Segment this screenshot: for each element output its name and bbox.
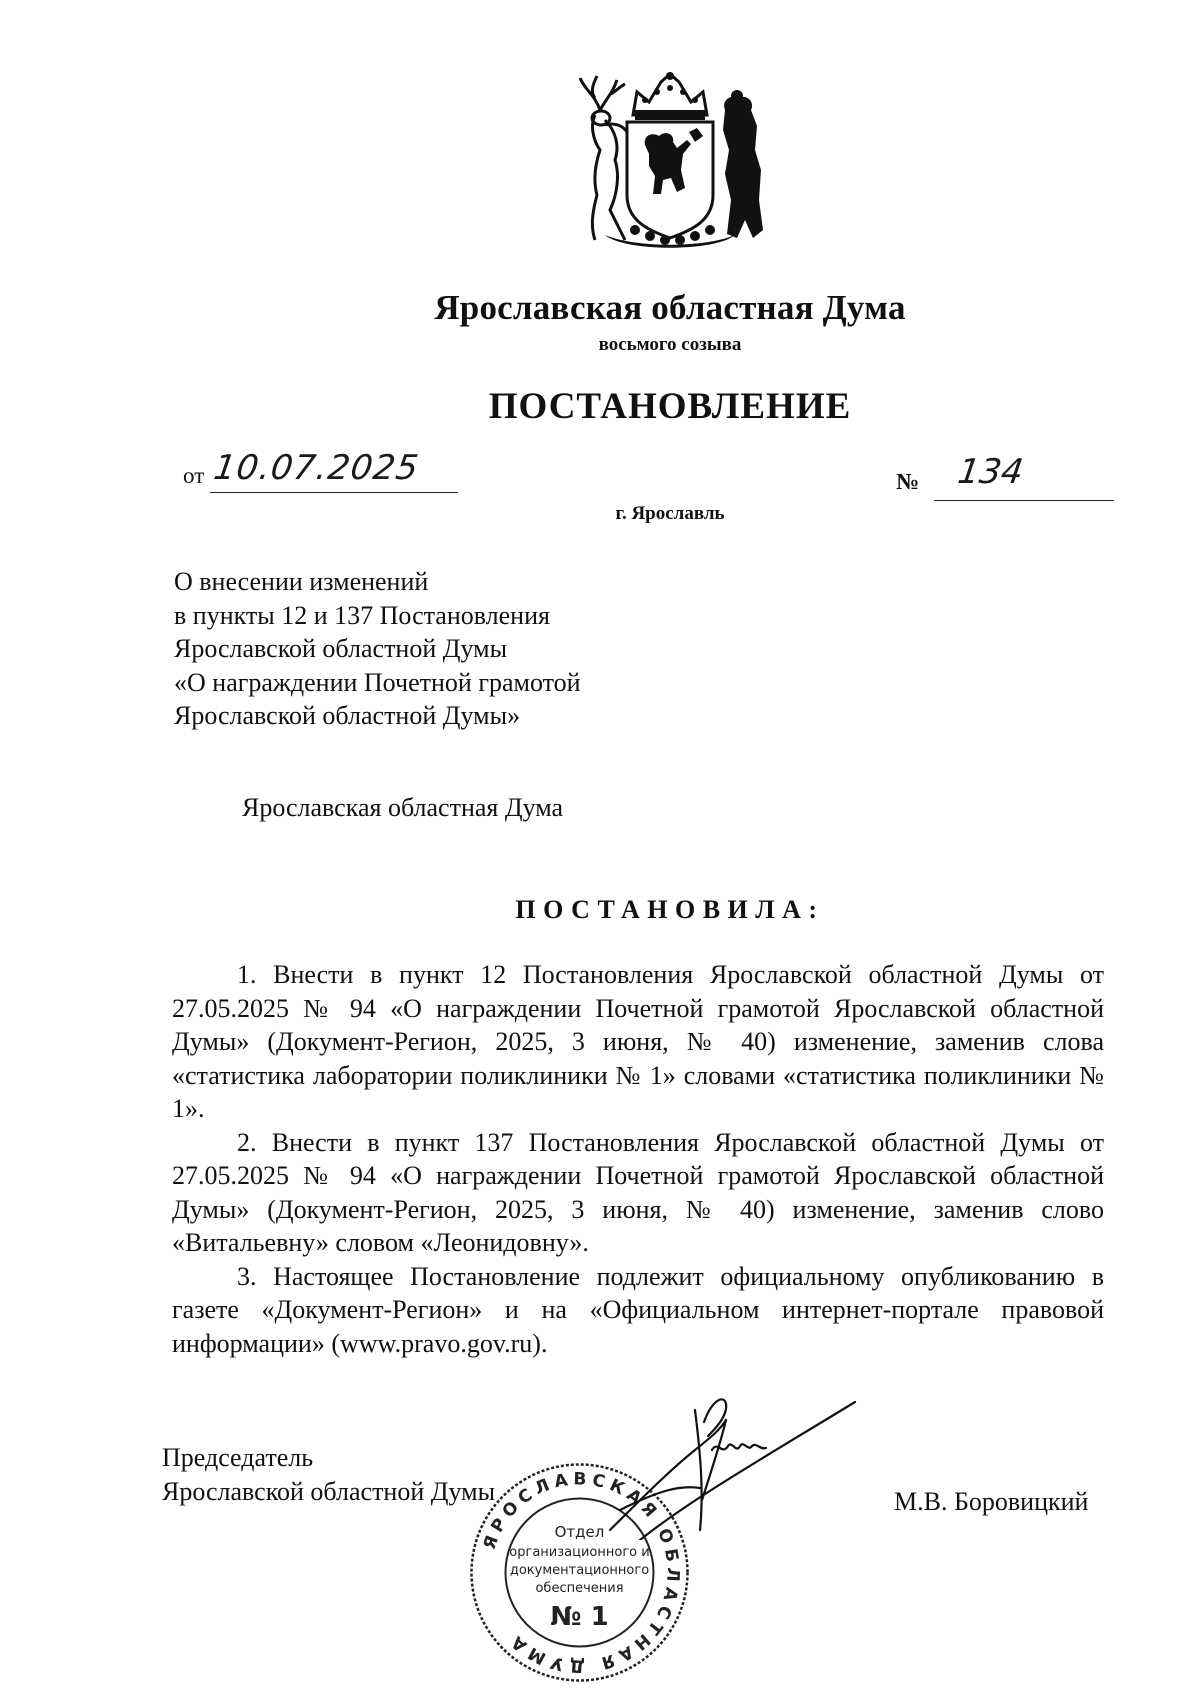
resolved-heading: ПОСТАНОВИЛА: [515, 895, 825, 924]
stamp-line: организационного и [509, 1545, 650, 1560]
date-underline [210, 492, 458, 493]
date-label: от [183, 463, 205, 488]
stamp-number: № 1 [550, 1602, 609, 1632]
stamp-line: документационного [509, 1563, 650, 1578]
subject-line: Ярославской областной Думы [174, 634, 508, 663]
number-label: № [896, 469, 920, 494]
convocation-subtitle: восьмого созыва [598, 334, 742, 355]
stamp-ring-text: ЯРОСЛАВСКАЯ ОБЛАСТНАЯ ДУМА [479, 1469, 683, 1676]
signatory-title [162, 1441, 495, 1509]
resolution-body [172, 958, 1104, 1360]
resolution-paragraph: 3. Настоящее Постановление подлежит официальному опубликованию в газете «Документ-Регион» и на «Официальном интернет-портале правовой информации» (www.pravo.gov.ru). [172, 1261, 1104, 1358]
subject-line: «О награждении Почетной грамотой [174, 667, 581, 697]
number-value-handwritten: 134 [955, 452, 1026, 492]
subject-line: Ярославской областной Думы» [174, 701, 521, 730]
stamp-line: обеспечения [535, 1581, 624, 1596]
city-label: г. Ярославль [615, 503, 725, 524]
subject-line: О внесении изменений [174, 567, 429, 596]
resolution-paragraph: 2. Внести в пункт 137 Постановления Ярославской областной Думы от 27.05.2025 № 94 «О награждении Почетной грамотой Ярославской областной Думы» (Документ-Регион, 2025, 3 июня, № 40) изменение, заменив слово «Витальевну» словом «Леонидовну». [172, 1127, 1104, 1257]
subject-line: в пункты 12 и 137 Постановления [174, 600, 550, 630]
resolution-paragraph: 1. Внести в пункт 12 Постановления Ярославской областной Думы от 27.05.2025 № 94 «О награждении Почетной грамотой Ярославской областной Думы» (Документ-Регион, 2025, 3 июня, № 40) изменение, заменив слова «статистика лаборатории поликлиники № 1» словами «статистика поликлиники № 1». [172, 960, 1104, 1123]
signatory-name: М.В. Боровицкий [894, 1487, 1089, 1516]
document-type-heading: ПОСТАНОВЛЕНИЕ [488, 386, 852, 427]
stamp-line: Отдел [554, 1523, 605, 1541]
number-underline [934, 500, 1114, 501]
date-value-handwritten: 10.07.2025 [211, 448, 422, 488]
signatory-title-line: Ярославской областной Думы [162, 1477, 496, 1506]
subject-block [174, 565, 581, 733]
organization-title: Ярославская областная Дума [434, 288, 906, 327]
intro-text: Ярославская областная Дума [242, 793, 564, 822]
signatory-title-line: Председатель [162, 1443, 314, 1472]
coat-of-arms-emblem [565, 70, 775, 255]
handwritten-signature [600, 1390, 860, 1540]
